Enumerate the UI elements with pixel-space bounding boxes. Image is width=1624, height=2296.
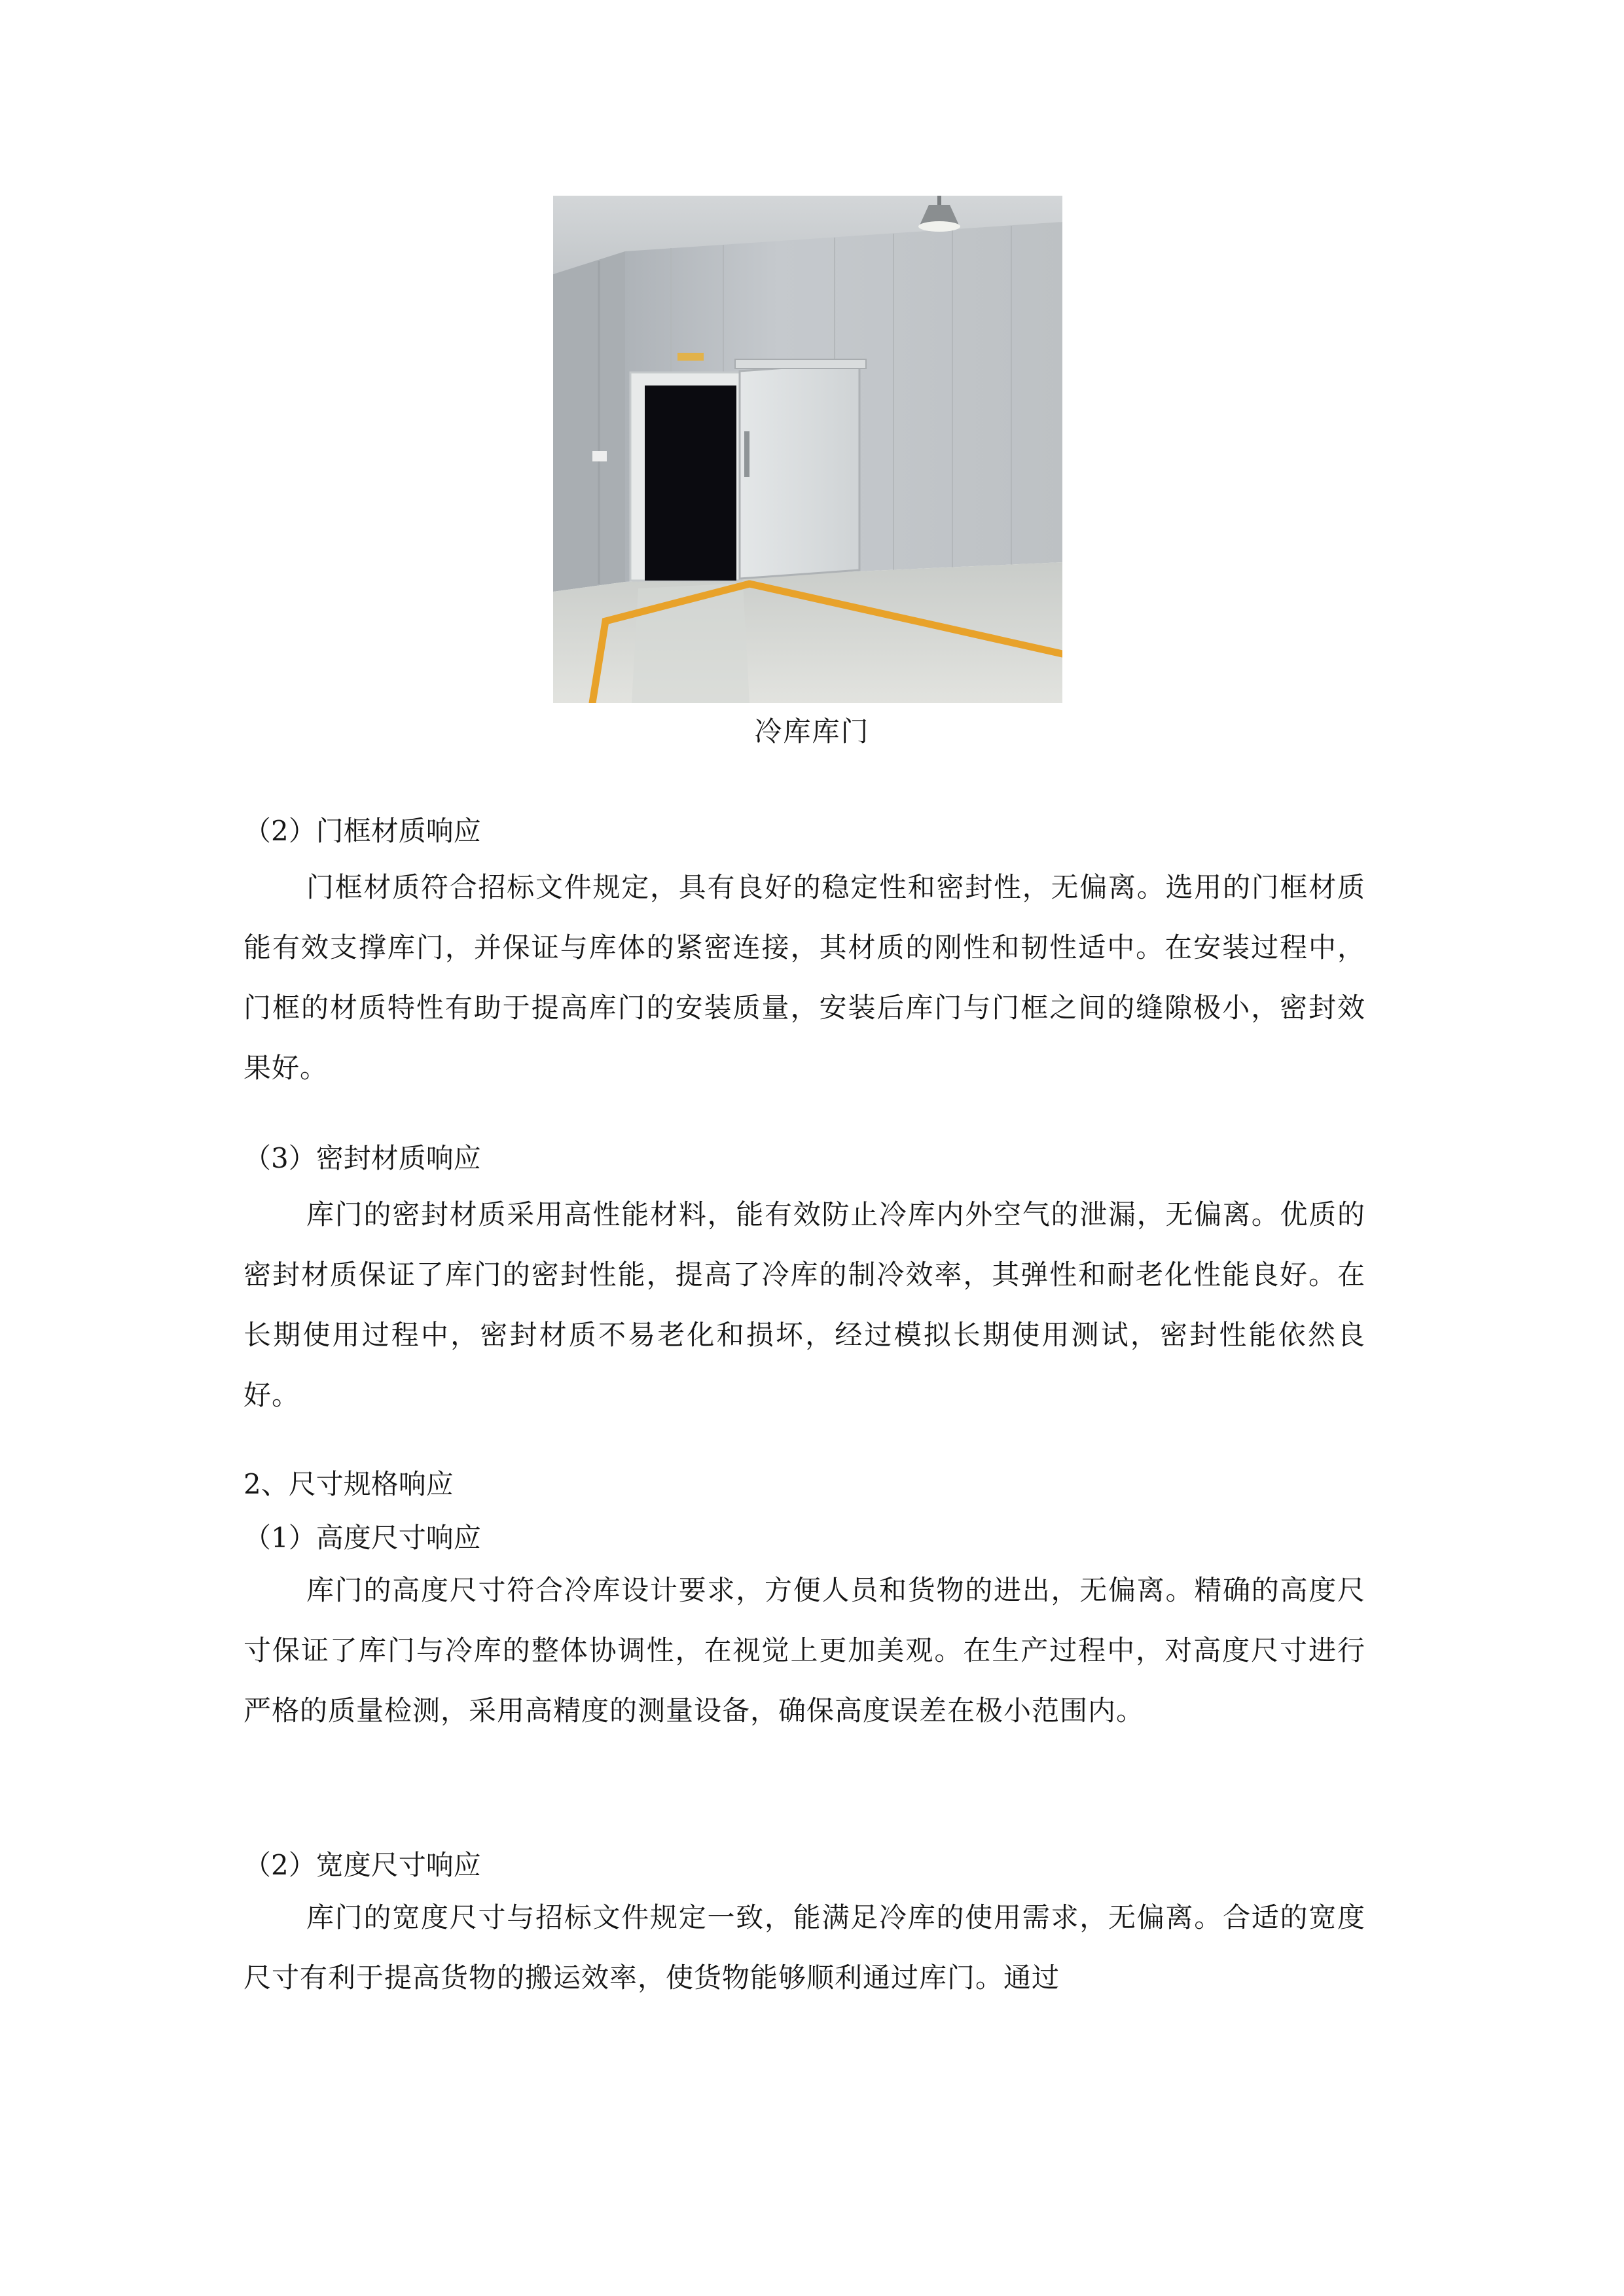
height-size-heading: （1）高度尺寸响应	[244, 1522, 481, 1554]
size-spec-heading: 2、尺寸规格响应	[244, 1468, 454, 1500]
frame-material-paragraph: 门框材质符合招标文件规定，具有良好的稳定性和密封性，无偏离。选用的门框材质能有效支撑库门，并保证与库体的紧密连接，其材质的刚性和韧性适中。在安装过程中，门框的材质特性有助于提高库门的安装质量，安装后库门与门框之间的缝隙极小，密封效果好。	[244, 871, 1365, 1084]
width-size-paragraph: 库门的宽度尺寸与招标文件规定一致，能满足冷库的使用需求，无偏离。合适的宽度尺寸有利于提高货物的搬运效率，使货物能够顺利通过库门。通过	[244, 1901, 1365, 1994]
figure-caption: 冷库库门	[754, 715, 870, 747]
seal-material-heading: （3）密封材质响应	[244, 1142, 481, 1174]
width-size-heading: （2）宽度尺寸响应	[244, 1849, 481, 1881]
seal-material-paragraph: 库门的密封材质采用高性能材料，能有效防止冷库内外空气的泄漏，无偏离。优质的密封材质保证了库门的密封性能，提高了冷库的制冷效率，其弹性和耐老化性能良好。在长期使用过程中，密封材质不易老化和损坏，经过模拟长期使用测试，密封性能依然良好。	[244, 1198, 1365, 1411]
cold-storage-door-photo	[553, 196, 1062, 703]
frame-material-heading: （2）门框材质响应	[244, 815, 481, 847]
height-size-paragraph: 库门的高度尺寸符合冷库设计要求，方便人员和货物的进出，无偏离。精确的高度尺寸保证了库门与冷库的整体协调性，在视觉上更加美观。在生产过程中，对高度尺寸进行严格的质量检测，采用高精度的测量设备，确保高度误差在极小范围内。	[244, 1574, 1365, 1727]
